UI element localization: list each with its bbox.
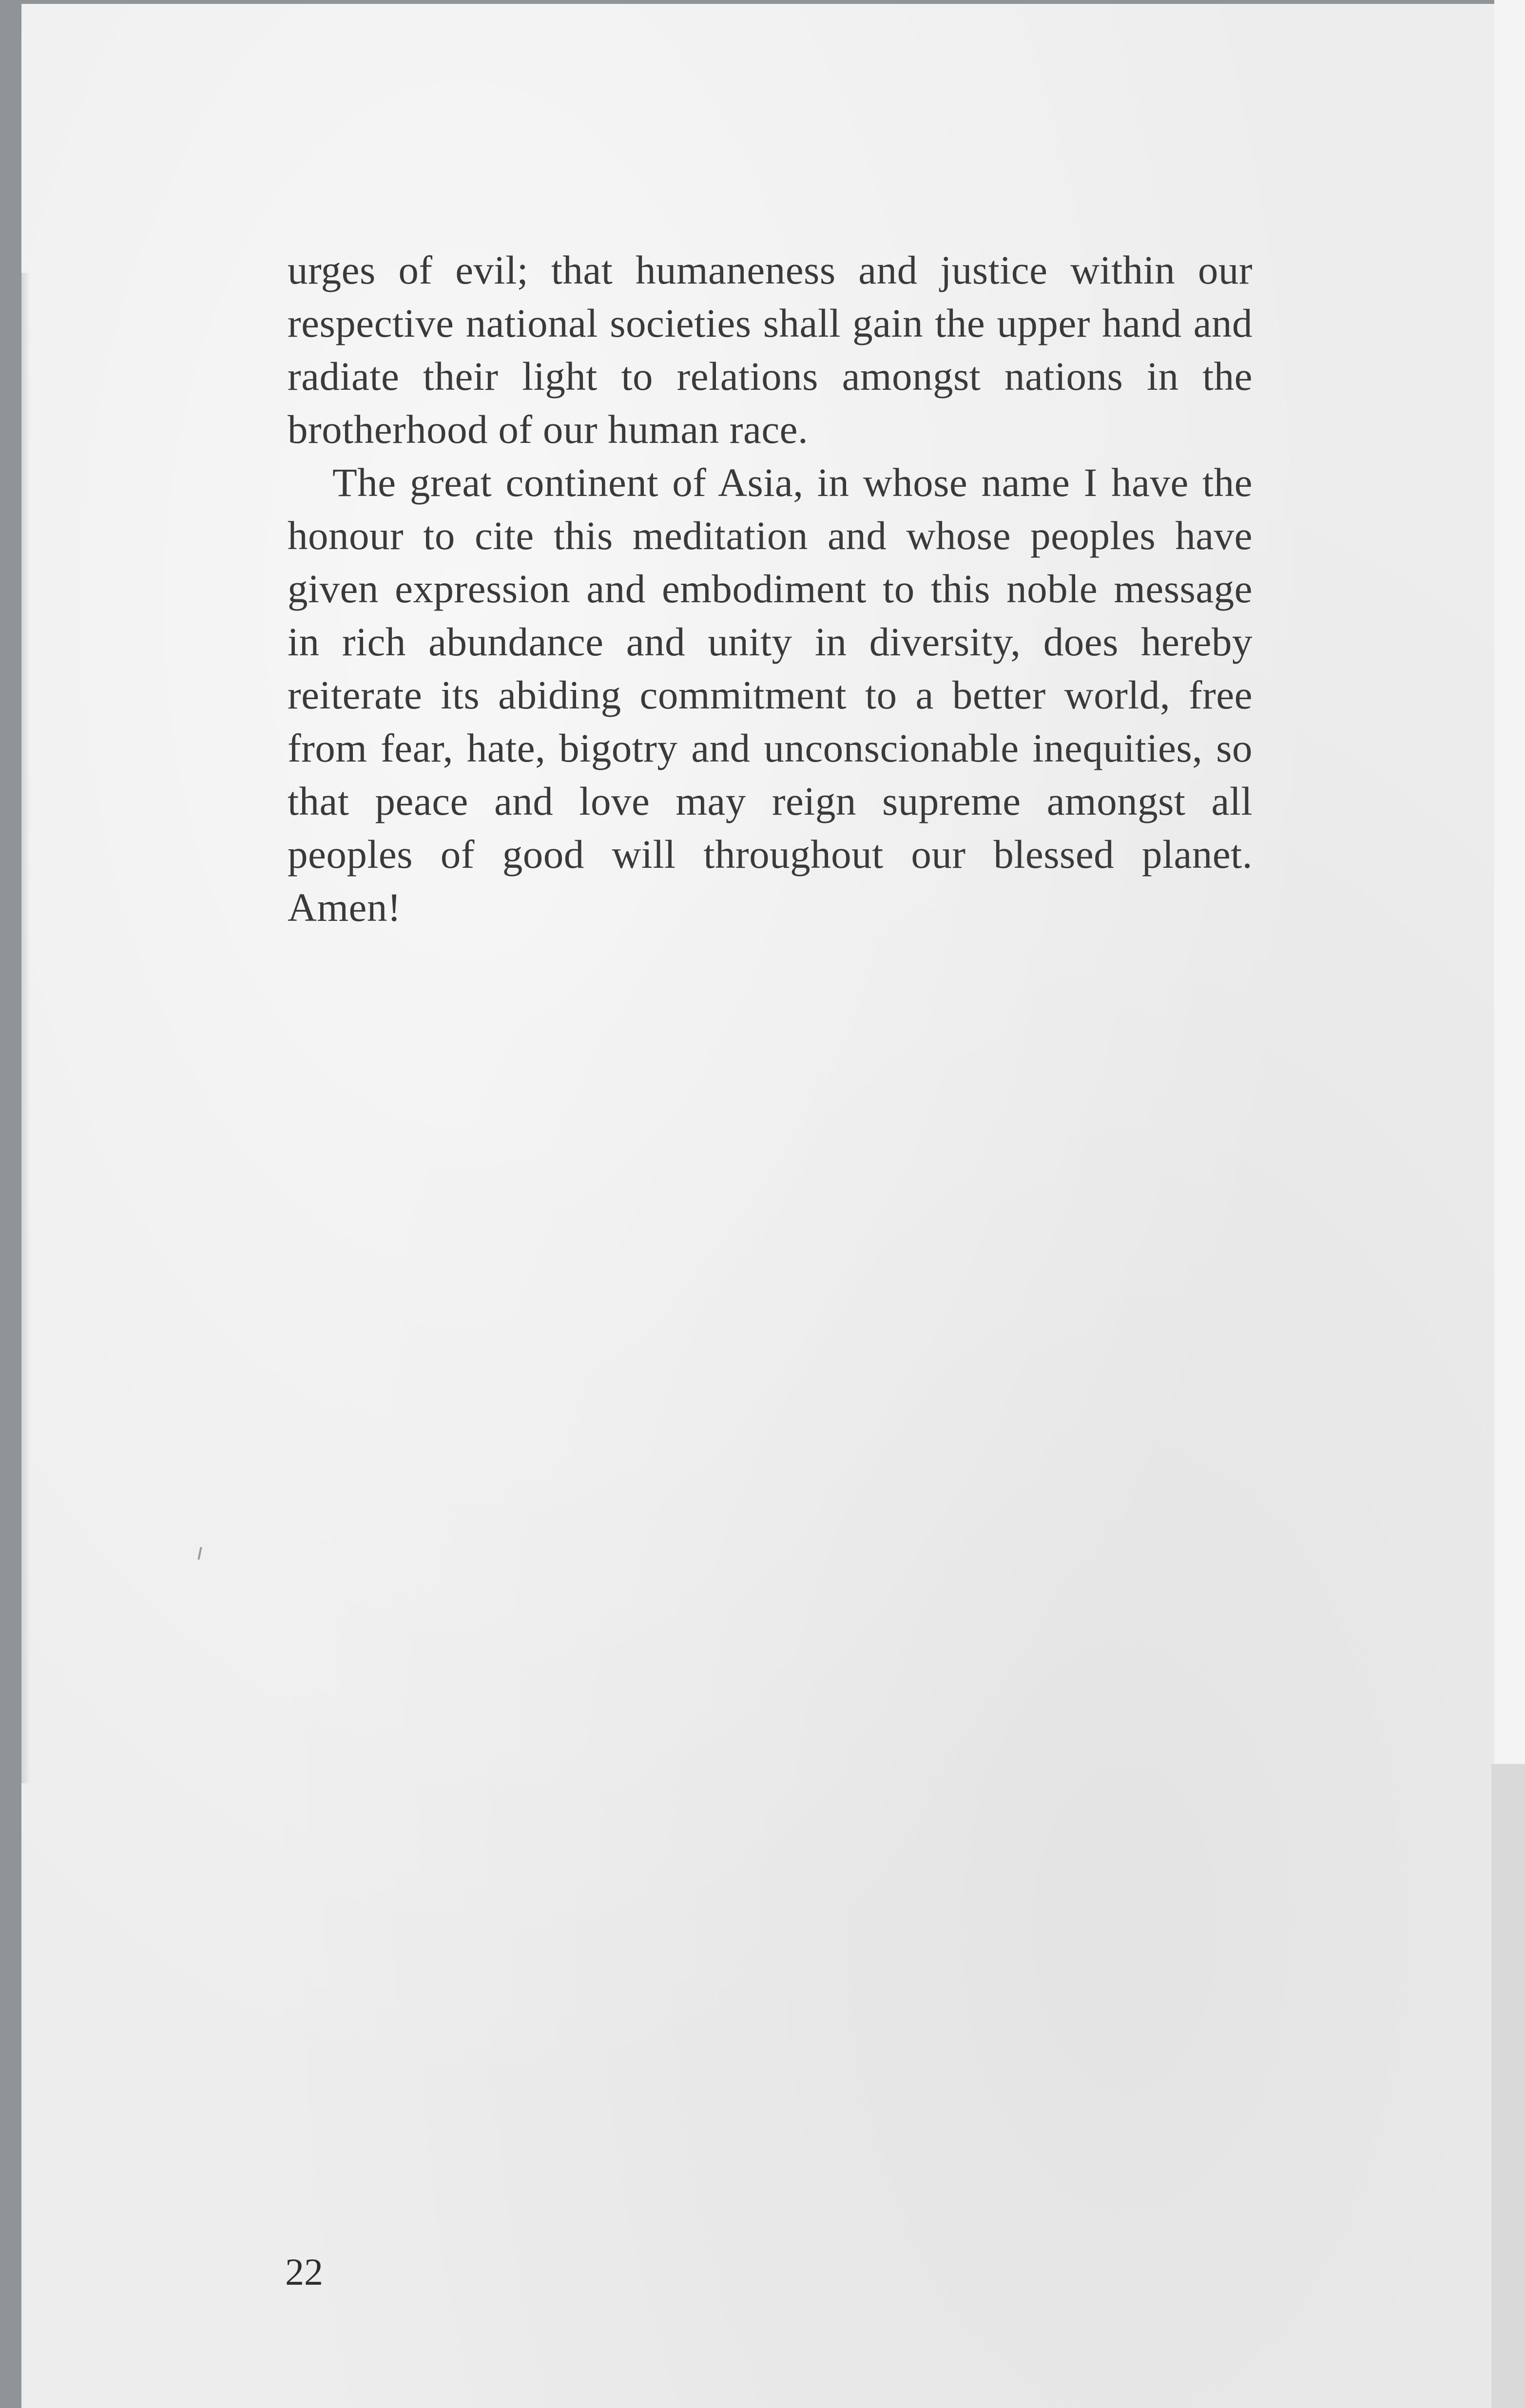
page-number: 22	[285, 2251, 323, 2293]
page-gutter-shadow	[21, 273, 30, 1783]
paragraph-2: The great continent of Asia, in whose name I have the honour to cite this meditation and whose peoples have given expression and embodiment to this noble message in rich abundance and unity in diversity, does hereby reiterate its abiding commitment to a better world, free from fear, hate, bigotry and unconscionable inequities, so that peace and love may reign supreme amongst all peoples of good will throughout our blessed planet. Amen!	[288, 460, 1253, 930]
page-right-edge-shadow	[1491, 1764, 1525, 2408]
body-text	[288, 244, 1253, 934]
paragraph-1: urges of evil; that humaneness and justice within our respective national societies shall gain the upper hand and radiate their light to relations amongst nations in the brotherhood of our human race.	[288, 248, 1253, 452]
